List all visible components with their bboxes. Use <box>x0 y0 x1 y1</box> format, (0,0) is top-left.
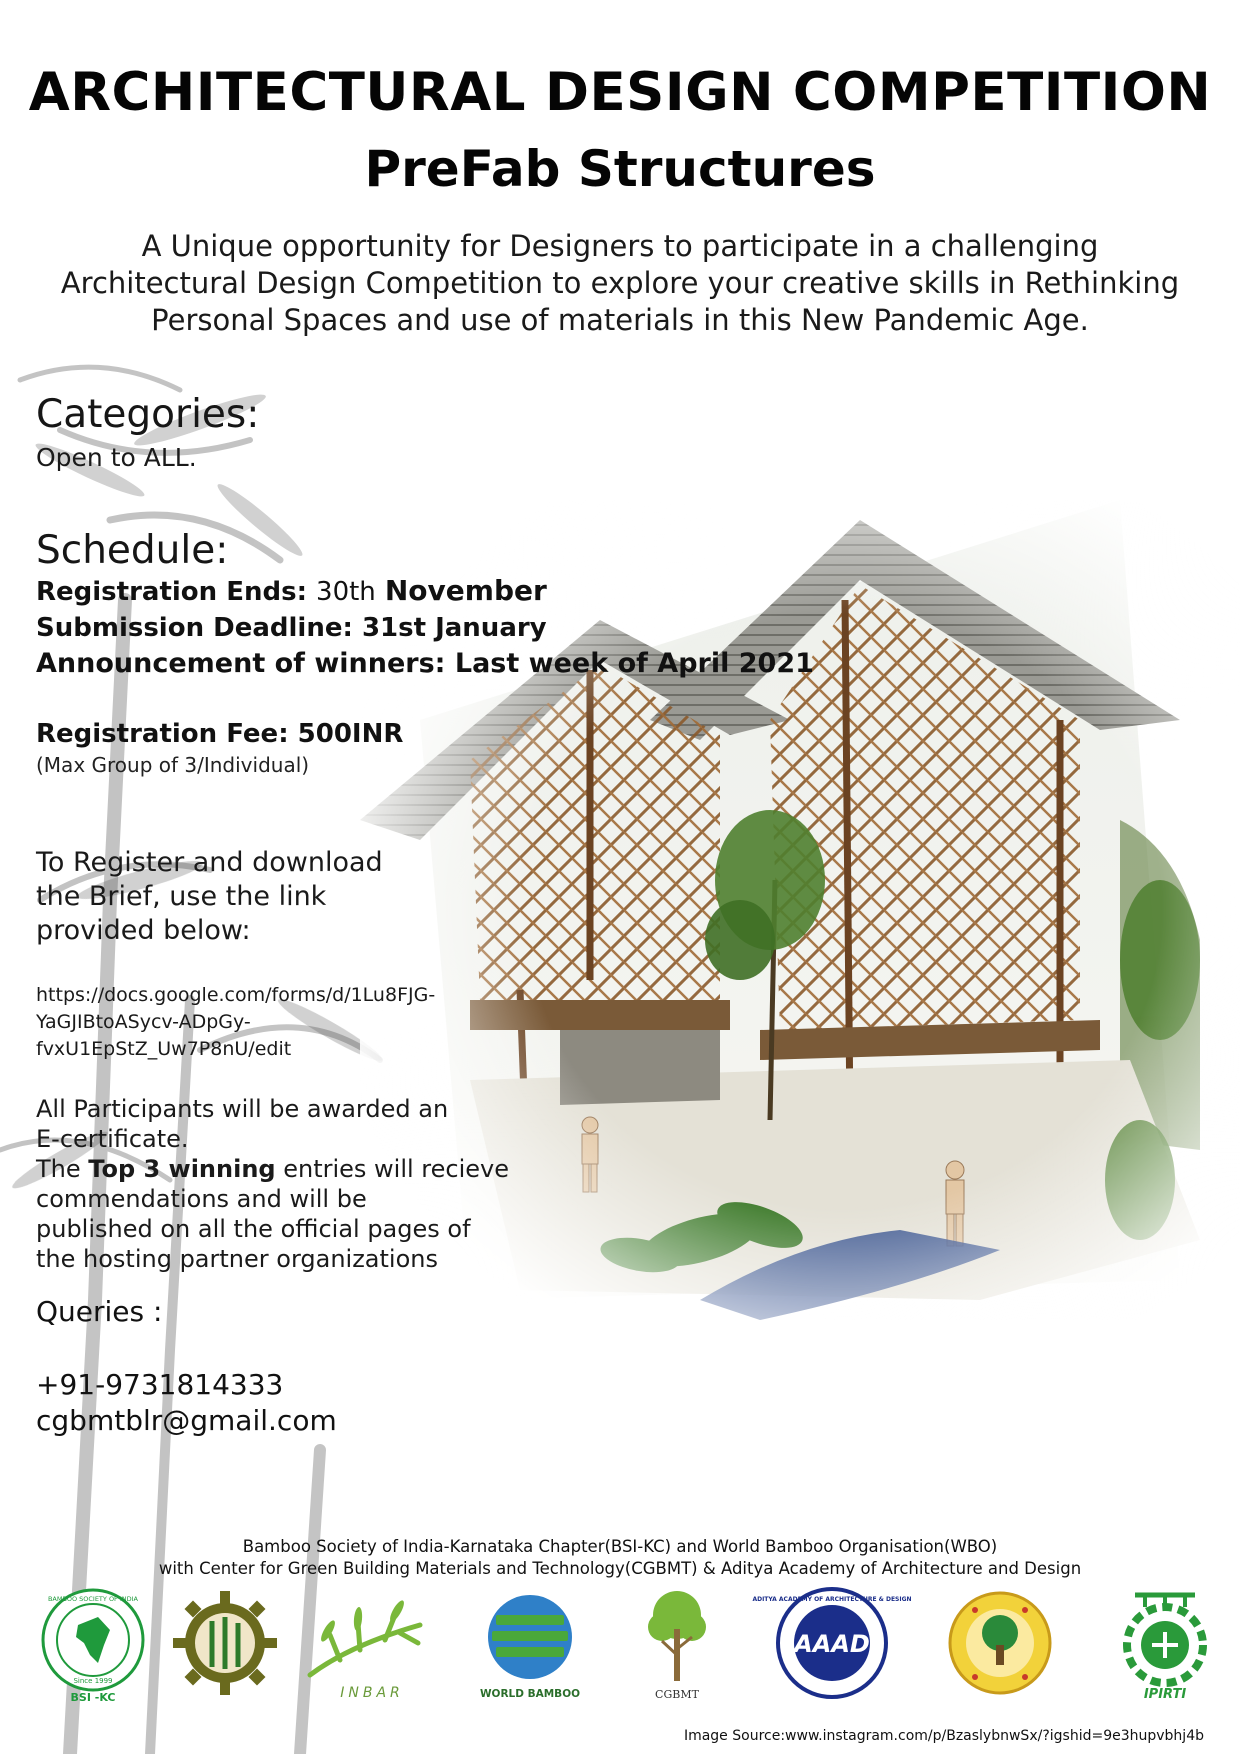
aaad-logo <box>752 1585 912 1705</box>
bamboo-branch-icon <box>310 1615 420 1675</box>
schedule-list <box>36 573 814 682</box>
awards-line: commendations and will be <box>36 1185 367 1213</box>
page-subtitle: PreFab Structures <box>364 140 876 198</box>
bsi-ring-text: BAMBOO SOCIETY OF INDIA <box>47 1595 139 1603</box>
awards-text: The <box>36 1155 89 1183</box>
schedule-heading: Schedule: <box>36 528 229 573</box>
intro-paragraph <box>20 228 1220 339</box>
registration-end-row <box>36 573 814 610</box>
intro-line: Personal Spaces and use of materials in this New Pandemic Age. <box>151 303 1089 337</box>
ipirti-text: IPIRTI <box>1143 1687 1187 1702</box>
forest-institute-logo <box>945 1585 1055 1705</box>
register-line: the Brief, use the link <box>36 881 327 912</box>
organizers-line: Bamboo Society of India-Karnataka Chapter(BSI-KC) and World Bamboo Organisation(WBO) <box>242 1537 998 1556</box>
announcement-row <box>36 646 814 682</box>
register-instructions <box>36 846 476 948</box>
bsi-kc-text: BSI -KC <box>70 1691 116 1704</box>
categories-heading: Categories: <box>36 392 260 437</box>
registration-fee <box>36 716 403 752</box>
world-bamboo-text: WORLD BAMBOO <box>479 1688 581 1700</box>
contact-email[interactable]: cgbmtblr@gmail.com <box>36 1404 337 1437</box>
registration-end-month: November <box>384 574 547 607</box>
cgbmt-text: CGBMT <box>655 1688 699 1701</box>
awards-line: published on all the official pages of <box>36 1215 471 1243</box>
organizers-footer <box>0 1536 1240 1580</box>
awards-line: the hosting partner organizations <box>36 1245 438 1273</box>
registration-link-line[interactable]: https://docs.google.com/forms/d/1Lu8FJG- <box>36 984 436 1006</box>
top-winning-emphasis: Top 3 winning <box>88 1155 276 1183</box>
registration-end-label: Registration Ends: <box>36 577 307 607</box>
awards-paragraph <box>36 1094 516 1274</box>
intro-line: A Unique opportunity for Designers to participate in a challenging <box>141 229 1099 263</box>
intro-line: Architectural Design Competition to explore your creative skills in Rethinking <box>60 266 1180 300</box>
image-source-credit: Image Source:www.instagram.com/p/BzaslybnwSx/?igshid=9e3hupvbhj4b <box>683 1728 1204 1744</box>
ink-leaves <box>8 388 386 1195</box>
announcement-label: Announcement of winners: <box>36 648 446 679</box>
contact-details <box>36 1367 337 1439</box>
awards-line <box>36 1154 516 1184</box>
page-title: ARCHITECTURAL DESIGN COMPETITION <box>28 62 1212 123</box>
awards-text: entries will recieve <box>275 1155 510 1183</box>
world-bamboo-logo <box>470 1585 590 1705</box>
registration-link-line[interactable]: fvxU1EpStZ_Uw7P8nU/edit <box>36 1038 292 1060</box>
contact-phone[interactable]: +91-9731814333 <box>36 1368 284 1401</box>
register-line: provided below: <box>36 915 251 946</box>
registration-end-day: 30th <box>316 577 376 607</box>
register-line: To Register and download <box>36 847 383 878</box>
registration-link[interactable] <box>36 982 536 1063</box>
registration-fee-note: (Max Group of 3/Individual) <box>36 753 310 777</box>
submission-deadline-label: Submission Deadline: <box>36 613 353 643</box>
awards-line: E-certificate. <box>36 1125 189 1153</box>
submission-deadline-row <box>36 610 814 646</box>
ipirti-logo <box>1110 1585 1220 1705</box>
categories-text: Open to ALL. <box>36 443 197 472</box>
bamboo-bars-icon <box>492 1615 568 1657</box>
bsi-kc-logo <box>38 1585 148 1705</box>
inbar-logo <box>300 1585 430 1705</box>
registration-fee-label: Registration Fee: <box>36 719 289 749</box>
gear-bamboo-logo <box>170 1585 280 1705</box>
registration-fee-value: 500INR <box>297 719 404 749</box>
announcement-value: Last week of April 2021 <box>454 648 814 679</box>
bsi-since-text: Since 1999 <box>73 1677 113 1685</box>
aaad-mark-text: AAAD <box>794 1630 870 1658</box>
queries-heading: Queries : <box>36 1295 163 1328</box>
cgbmt-logo <box>622 1585 732 1705</box>
registration-link-line[interactable]: YaGJIBtoASycv-ADpGy- <box>36 1011 251 1033</box>
inbar-text: INBAR <box>340 1685 404 1701</box>
awards-line: All Participants will be awarded an <box>36 1095 449 1123</box>
aaad-ring-text: ADITYA ACADEMY OF ARCHITECTURE & DESIGN <box>752 1596 912 1603</box>
organizers-line: with Center for Green Building Materials and Technology(CGBMT) & Aditya Academy of Architecture and Design <box>158 1559 1082 1578</box>
submission-deadline-value: 31st January <box>361 613 547 643</box>
